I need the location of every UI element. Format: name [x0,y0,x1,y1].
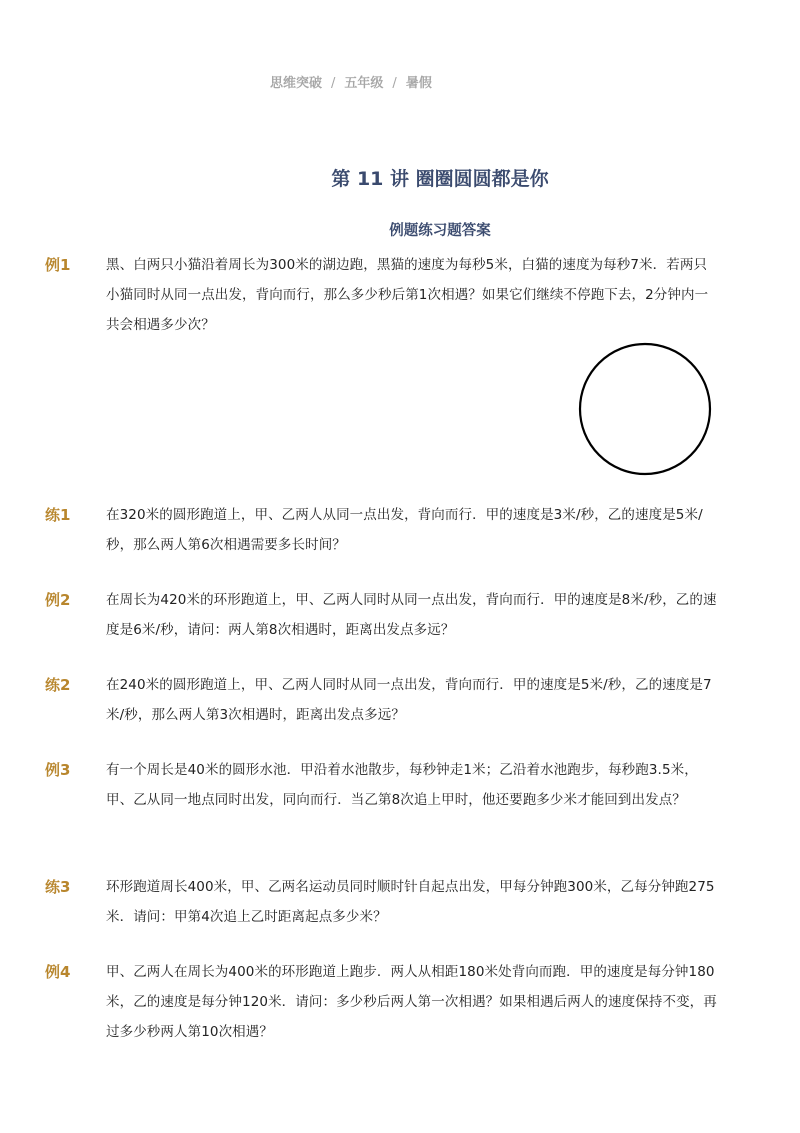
problem-text: 有一个周长是40米的圆形水池．甲沿着水池散步，每秒钟走1米；乙沿着水池跑步，每秒跑3.5米，甲、乙从同一地点同时出发，同向而行．当乙第8次追上甲时，他还要跑多少米才能回到出发点？ [106,762,698,808]
lecture-title: 第 11 讲 圈圈圆圆都是你 [331,168,549,190]
breadcrumb-item-grade: 五年级 [344,76,384,91]
problem-label: 例4 [45,963,71,981]
breadcrumb [270,72,432,91]
problem-text: 环形跑道周长400米，甲、乙两名运动员同时顺时针自起点出发，甲每分钟跑300米，乙每分钟跑275米．请问：甲第4次追上乙时距离起点多少米？ [106,879,715,925]
problem-text: 在240米的圆形跑道上，甲、乙两人同时从同一点出发，背向而行．甲的速度是5米/秒，乙的速度是7米/秒，那么两人第3次相遇时，距离出发点多远？ [106,677,712,723]
problem-text: 黑、白两只小猫沿着周长为300米的湖边跑，黑猫的速度为每秒5米，白猫的速度为每秒7米．若两只小猫同时从同一点出发，背向而行，那么多少秒后第1次相遇？如果它们继续不停跑下去，2分钟内一共会相遇多少次？ [106,257,709,333]
section-title: 例题练习题答案 [389,223,491,239]
circle-track [580,344,710,474]
problem-label: 例3 [45,761,71,779]
problem-label: 练2 [45,676,71,694]
breadcrumb-item-series: 思维突破 [270,76,323,91]
breadcrumb-separator: / [392,76,397,91]
breadcrumb-separator: / [331,76,336,91]
problem-text: 甲、乙两人在周长为400米的环形跑道上跑步．两人从相距180米处背向而跑．甲的速度是每分钟180米，乙的速度是每分钟120米．请问：多少秒后两人第一次相遇？如果相遇后两人的速度保持不变，再过多少秒两人第10次相遇？ [106,964,717,1040]
problem-text: 在周长为420米的环形跑道上，甲、乙两人同时从同一点出发，背向而行．甲的速度是8米/秒，乙的速度是6米/秒，请问：两人第8次相遇时，距离出发点多远？ [106,592,717,638]
problem-label: 练3 [45,878,71,896]
breadcrumb-item-term: 暑假 [405,76,432,91]
problem-text: 在320米的圆形跑道上，甲、乙两人从同一点出发，背向而行．甲的速度是3米/秒，乙的速度是5米/秒，那么两人第6次相遇需要多长时间？ [106,507,703,553]
problem-label: 例2 [45,591,71,609]
problem-label: 练1 [45,506,71,524]
problem-label: 例1 [45,256,71,274]
circle-track-figure [578,342,712,476]
